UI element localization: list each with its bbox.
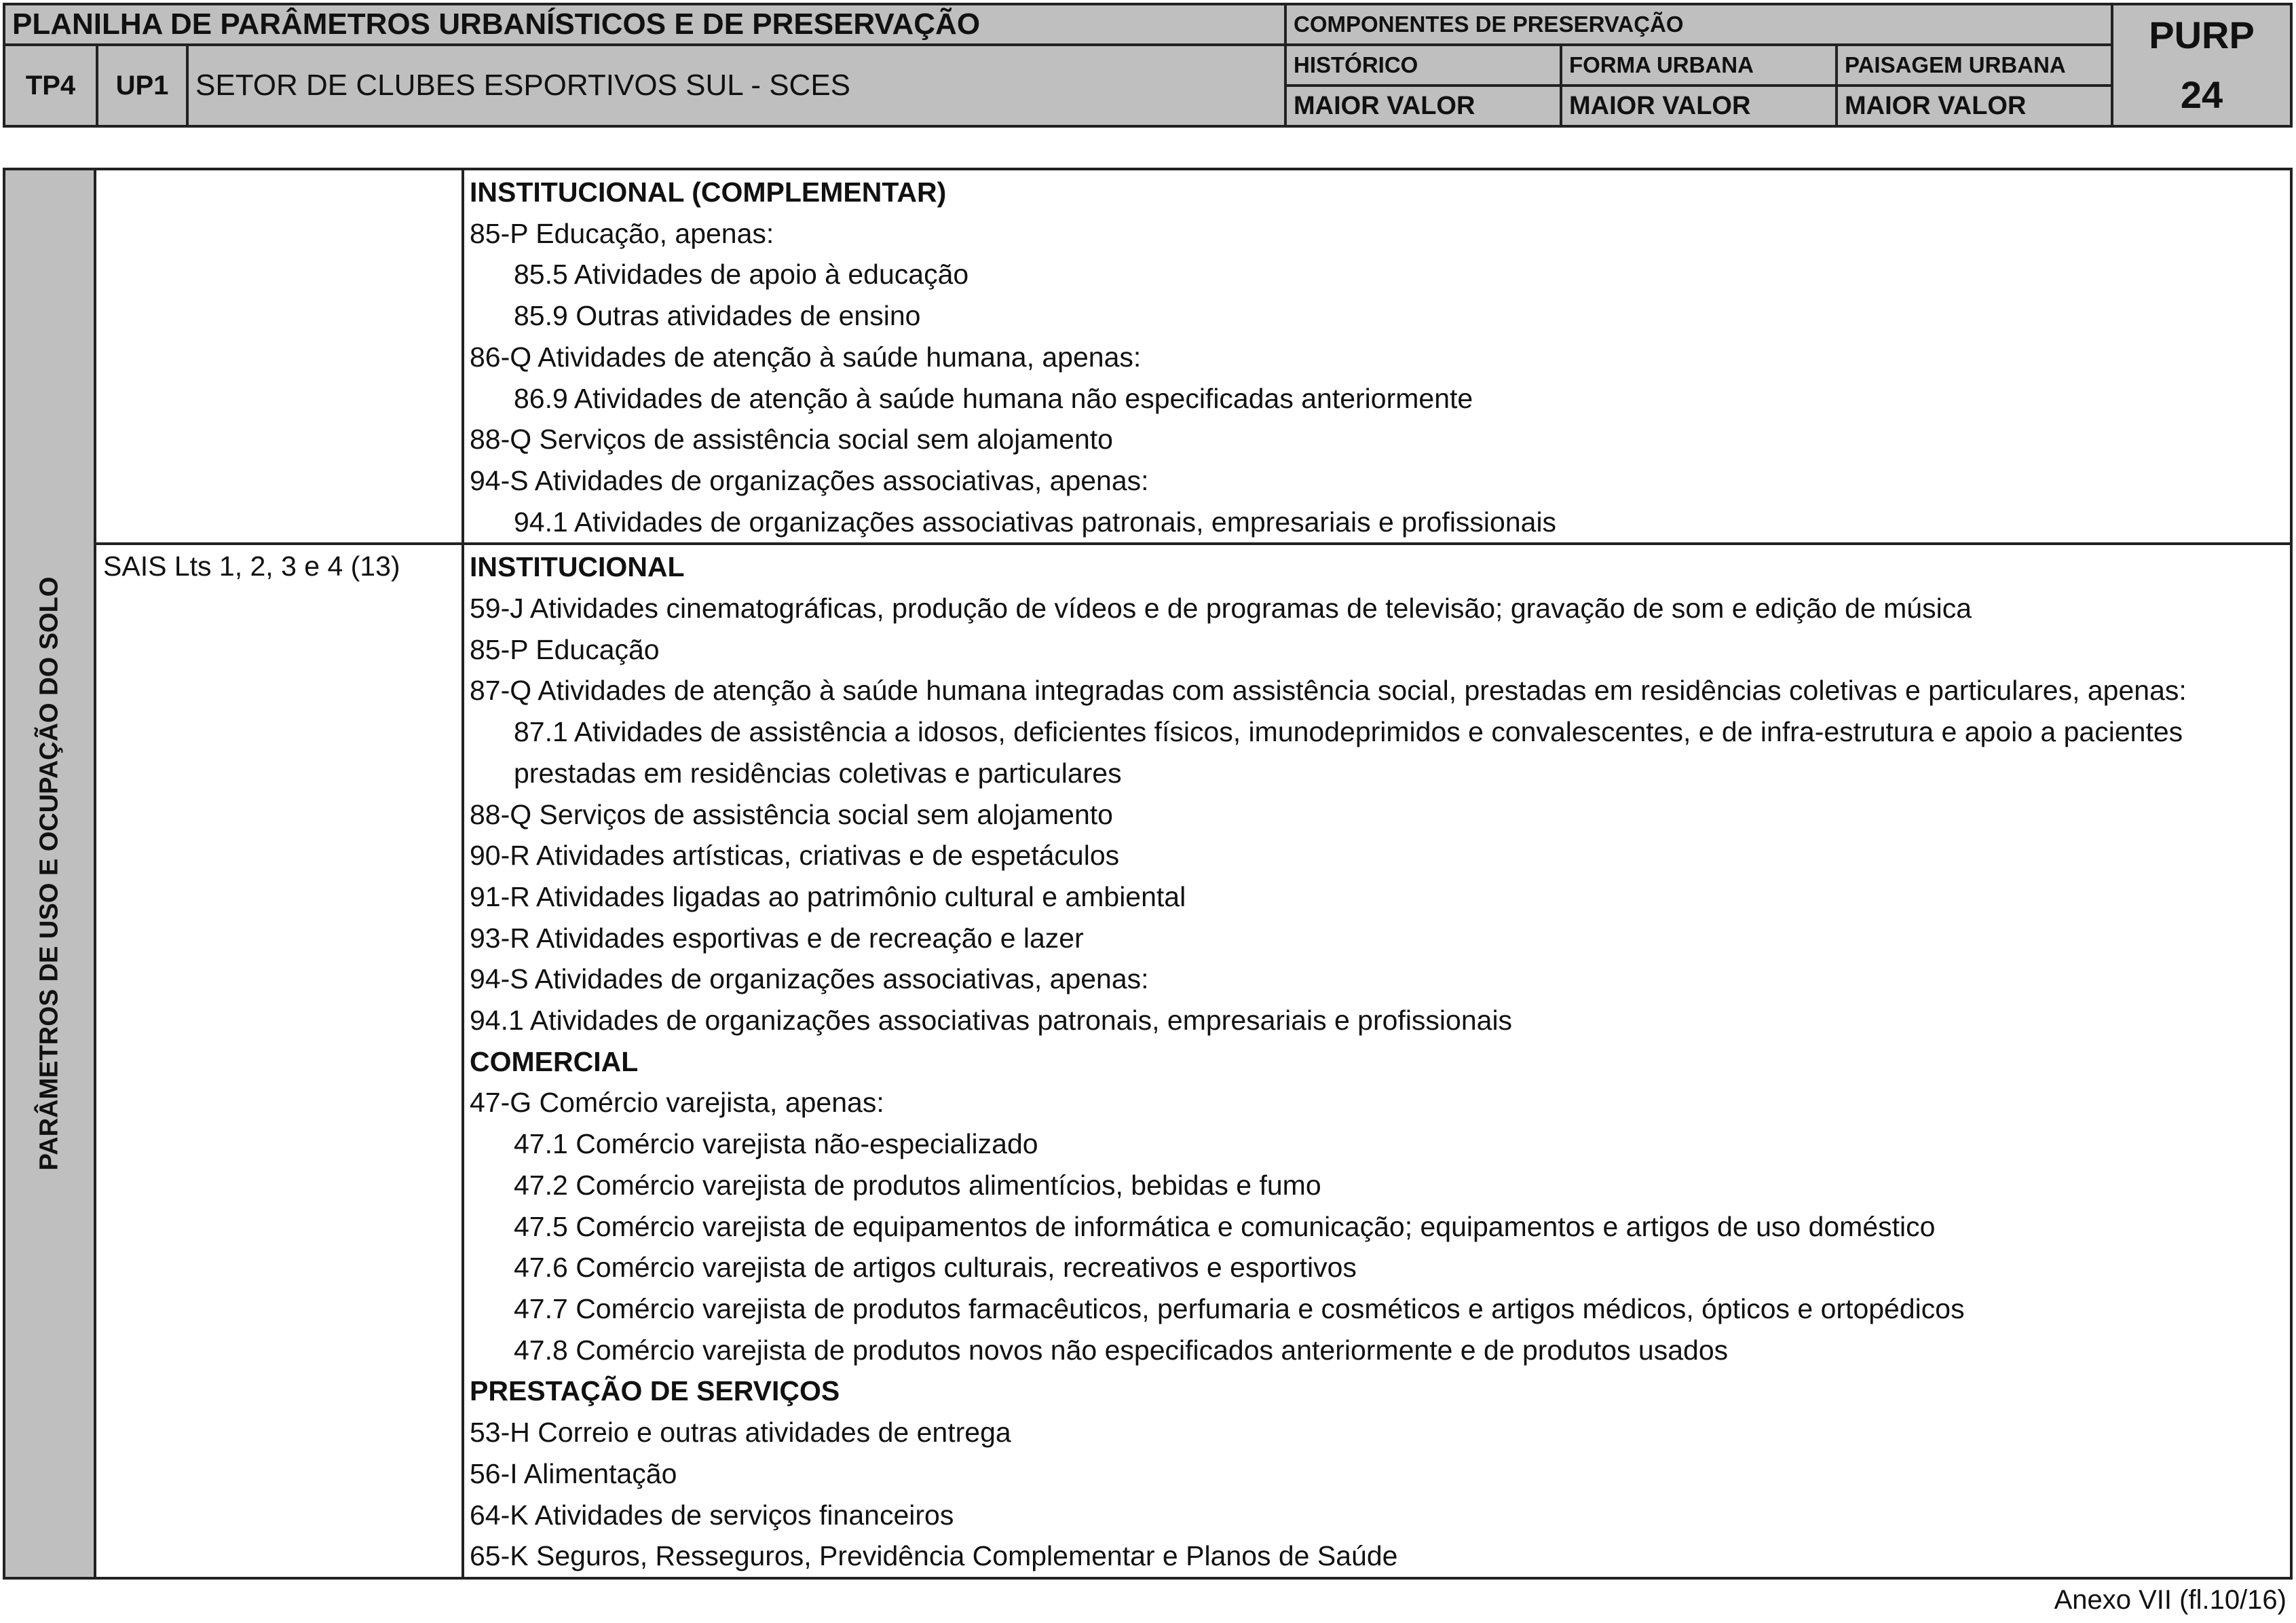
use-item: 86-Q Atividades de atenção à saúde humana, apenas: bbox=[470, 341, 1142, 373]
parameters-table bbox=[3, 168, 2293, 1580]
purp-number: 24 bbox=[2180, 73, 2223, 116]
use-item: 47.7 Comércio varejista de produtos farmacêuticos, perfumaria e cosméticos e artigos médicos, ópticos e ortopédicos bbox=[514, 1292, 1965, 1324]
use-item: 47.6 Comércio varejista de artigos culturais, recreativos e esportivos bbox=[514, 1252, 1357, 1284]
sheet-title: PLANILHA DE PARÂMETROS URBANÍSTICOS E DE PRESERVAÇÃO bbox=[4, 4, 1285, 45]
use-item: 85-P Educação, apenas: bbox=[470, 217, 774, 249]
use-item: 47-G Comércio varejista, apenas: bbox=[470, 1087, 884, 1119]
use-item: 94-S Atividades de organizações associativas, apenas: bbox=[470, 464, 1149, 496]
value-historico: MAIOR VALOR bbox=[1285, 86, 1561, 126]
use-item: 90-R Atividades artísticas, criativas e de espetáculos bbox=[470, 840, 1120, 872]
use-item: 88-Q Serviços de assistência social sem alojamento bbox=[470, 798, 1113, 830]
use-item: 91-R Atividades ligadas ao patrimônio cultural e ambiental bbox=[470, 880, 1186, 912]
use-item: 87-Q Atividades de atenção à saúde humana integradas com assistência social, prestadas em residências coletivas e particulares, apenas: bbox=[470, 675, 2187, 707]
use-item: 86.9 Atividades de atenção à saúde humana não especificadas anteriormente bbox=[514, 382, 1473, 414]
use-item: 85.9 Outras atividades de ensino bbox=[514, 300, 921, 332]
use-item: 47.1 Comércio varejista não-especializado bbox=[514, 1128, 1038, 1160]
category-heading: PRESTAÇÃO DE SERVIÇOS bbox=[470, 1375, 840, 1407]
value-forma-urbana: MAIOR VALOR bbox=[1561, 86, 1837, 126]
use-item: 93-R Atividades esportivas e de recreação e lazer bbox=[470, 922, 1084, 954]
use-item: 47.5 Comércio varejista de equipamentos de informática e comunicação; equipamentos e artigos de uso doméstico bbox=[514, 1210, 1936, 1242]
use-item: 94-S Atividades de organizações associativas, apenas: bbox=[470, 963, 1149, 995]
use-item: 94.1 Atividades de organizações associativas patronais, empresariais e profissionais bbox=[470, 1005, 1513, 1037]
use-item: 94.1 Atividades de organizações associativas patronais, empresariais e profissionais bbox=[514, 506, 1557, 538]
row1-location bbox=[95, 169, 463, 544]
use-item: 56-I Alimentação bbox=[470, 1457, 677, 1489]
purp-badge bbox=[2112, 4, 2291, 126]
use-item: 47.2 Comércio varejista de produtos alimentícios, bebidas e fumo bbox=[514, 1169, 1321, 1201]
use-item: 59-J Atividades cinematográficas, produção de vídeos e de programas de televisão; gravação de som e edição de música bbox=[470, 593, 1972, 624]
use-item: 65-K Seguros, Resseguros, Previdência Complementar e Planos de Saúde bbox=[470, 1540, 1398, 1572]
components-title: COMPONENTES DE PRESERVAÇÃO bbox=[1285, 4, 2112, 45]
category-heading: INSTITUCIONAL bbox=[470, 551, 685, 583]
use-item: 88-Q Serviços de assistência social sem alojamento bbox=[470, 424, 1113, 455]
use-item: 85-P Educação bbox=[470, 633, 660, 665]
up-code: UP1 bbox=[97, 45, 187, 126]
component-historico: HISTÓRICO bbox=[1285, 45, 1561, 86]
row2-location: SAIS Lts 1, 2, 3 e 4 (13) bbox=[95, 544, 463, 1578]
category-heading: COMERCIAL bbox=[470, 1045, 639, 1077]
side-label-cell bbox=[4, 169, 95, 1578]
purp-label: PURP bbox=[2149, 14, 2255, 56]
annex-footer: Anexo VII (fl.10/16) bbox=[2054, 1585, 2286, 1615]
side-label: PARÂMETROS DE USO E OCUPAÇÃO DO SOLO bbox=[35, 576, 64, 1171]
category-heading: INSTITUCIONAL (COMPLEMENTAR) bbox=[470, 176, 947, 208]
row1-uses bbox=[463, 169, 2291, 544]
use-item: 47.8 Comércio varejista de produtos novos não especificados anteriormente e de produtos usados bbox=[514, 1334, 1729, 1366]
value-paisagem-urbana: MAIOR VALOR bbox=[1837, 86, 2112, 126]
use-item: 85.5 Atividades de apoio à educação bbox=[514, 259, 969, 291]
component-forma-urbana: FORMA URBANA bbox=[1561, 45, 1837, 86]
component-paisagem-urbana: PAISAGEM URBANA bbox=[1837, 45, 2112, 86]
sector-name: SETOR DE CLUBES ESPORTIVOS SUL - SCES bbox=[187, 45, 1285, 126]
use-item: 53-H Correio e outras atividades de entrega bbox=[470, 1417, 1011, 1449]
header-table bbox=[3, 3, 2293, 128]
use-item: 87.1 Atividades de assistência a idosos, deficientes físicos, imunodeprimidos e convalescentes, e de infra-estrutura e apoio a pacientes prestadas em residências coletivas e particulares bbox=[514, 716, 2183, 789]
tp-code: TP4 bbox=[4, 45, 97, 126]
use-item: 64-K Atividades de serviços financeiros bbox=[470, 1499, 954, 1531]
row2-uses bbox=[463, 544, 2291, 1578]
